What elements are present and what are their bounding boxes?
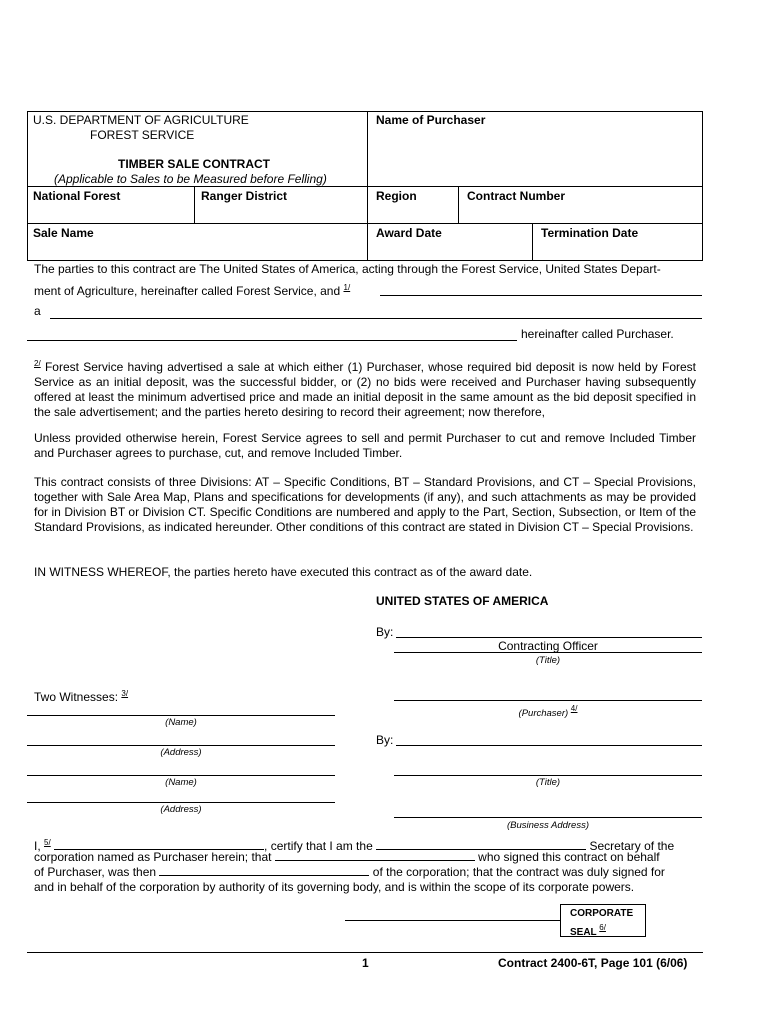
form-number: Contract 2400-6T, Page 101 (6/06) — [498, 956, 688, 970]
seal-line — [570, 921, 645, 940]
secretary-signature-line[interactable] — [345, 920, 560, 921]
service-name: FOREST SERVICE — [90, 128, 195, 142]
certify-line-3b: of the corporation; that the contract was duly signed for — [372, 865, 665, 879]
parties-line-2-text: ment of Agriculture, hereinafter called Forest Service, and — [34, 284, 341, 298]
certify-line-3 — [34, 865, 698, 880]
name-caption-1: (Name) — [165, 717, 197, 728]
footnote-4: 4/ — [570, 704, 578, 713]
footnote-2: 2/ — [34, 359, 41, 368]
title-caption-2: (Title) — [535, 777, 561, 788]
witness-address-line-2[interactable] — [27, 802, 335, 803]
parties-line-2 — [34, 280, 350, 299]
seal-label: SEAL — [570, 927, 597, 938]
award-date-label: Award Date — [376, 226, 442, 240]
page-number: 1 — [362, 956, 369, 970]
footnote-6: 6/ — [599, 923, 606, 932]
purchaser-blank-1 — [380, 295, 702, 296]
purchaser-caption — [394, 703, 702, 719]
certify-line-2a: corporation named as Purchaser herein; that — [34, 850, 272, 864]
certify-text: , certify that I am the — [264, 839, 373, 853]
title-caption-1: (Title) — [535, 655, 561, 666]
purchaser-by-signature-line[interactable] — [396, 745, 702, 746]
national-forest-label: National Forest — [33, 189, 121, 203]
signer-title-blank[interactable] — [159, 865, 369, 876]
divisions-paragraph: This contract consists of three Divisions: AT – Specific Conditions, BT – Standard Provisions, and CT – Special Provisions, together with Sale Area Map, Plans and specifications for developments (if any), and such attachments as may be provided for in Division BT or Division CT. Specific Conditions are numbered and apply to the Part, Section, Subsection, or Item of the Standard Provisions, as indicated hereunder. Other conditions of this contract are stated in Division CT – Special Provisions. — [34, 475, 696, 534]
address-caption-2: (Address) — [160, 804, 202, 815]
business-address-line[interactable] — [394, 817, 702, 818]
purchaser-caption-text: (Purchaser) — [518, 708, 569, 719]
address-caption-1: (Address) — [160, 747, 202, 758]
sale-name-label: Sale Name — [33, 226, 94, 240]
signer-name-blank[interactable] — [275, 850, 475, 861]
business-address-caption: (Business Address) — [506, 820, 589, 831]
witness-address-line-1[interactable] — [27, 745, 335, 746]
certifier-name-blank[interactable] — [54, 839, 264, 850]
corporate-seal-box — [560, 904, 646, 937]
secretary-text: Secretary of the — [589, 839, 675, 853]
contracting-officer-signature-line[interactable] — [396, 637, 702, 638]
footnote-3: 3/ — [121, 689, 129, 698]
corporation-name-blank[interactable] — [376, 839, 586, 850]
region-label: Region — [376, 189, 417, 203]
contract-title: TIMBER SALE CONTRACT — [118, 157, 270, 171]
contract-subtitle: (Applicable to Sales to be Measured before Felling) — [54, 172, 327, 186]
purchaser-signature-line[interactable] — [394, 700, 702, 701]
footnote-1: 1/ — [343, 283, 351, 292]
purchaser-blank-2 — [50, 318, 702, 319]
witness-name-line-2[interactable] — [27, 775, 335, 776]
two-witnesses-text: Two Witnesses: — [34, 690, 119, 704]
certify-line-2 — [34, 850, 698, 865]
certify-line-3a: of Purchaser, was then — [34, 865, 157, 879]
by-label-1: By: — [376, 625, 394, 639]
termination-date-label: Termination Date — [541, 226, 639, 240]
parties-line-1: The parties to this contract are The United States of America, acting through the Forest Service, United States Depart- — [34, 262, 661, 276]
witness-name-line-1[interactable] — [27, 715, 335, 716]
advertised-sale-paragraph — [34, 356, 696, 420]
advertised-sale-text: Forest Service having advertised a sale at which either (1) Purchaser, whose required bid deposit is now held by Forest Service as an initial deposit, was the successful bidder, or (2) no bids were received and Purchaser having subsequently offered at least the minimum advertised price and made an initial deposit in the same amount as the bid deposit specified in the sale advertisement; and the parties hereto desiring to record their agreement; now therefore, — [34, 360, 696, 419]
purchaser-blank-3 — [27, 340, 517, 341]
witness-whereof-paragraph: IN WITNESS WHEREOF, the parties hereto have executed this contract as of the award date. — [34, 565, 533, 579]
footer-rule — [27, 952, 703, 953]
parties-a: a — [34, 304, 41, 318]
two-witnesses-label — [34, 686, 128, 705]
by-label-2: By: — [376, 733, 394, 747]
name-caption-2: (Name) — [165, 777, 197, 788]
usa-heading: UNITED STATES OF AMERICA — [376, 594, 549, 608]
dept-name: U.S. DEPARTMENT OF AGRICULTURE — [33, 113, 249, 127]
certify-i: I, — [34, 839, 41, 853]
certify-line-2b: who signed this contract on behalf — [478, 850, 660, 864]
hereinafter-text: hereinafter called Purchaser. — [521, 327, 674, 341]
footnote-5: 5/ — [44, 838, 51, 847]
agreement-paragraph: Unless provided otherwise herein, Forest Service agrees to sell and permit Purchaser to cut and remove Included Timber and Purchaser agrees to purchase, cut, and remove Included Timber. — [34, 431, 696, 460]
contract-number-label: Contract Number — [467, 189, 566, 203]
contracting-officer-text: Contracting Officer — [498, 639, 598, 653]
corporate-seal-label: CORPORATE — [570, 908, 634, 919]
purchaser-name-label: Name of Purchaser — [376, 113, 486, 127]
ranger-district-label: Ranger District — [201, 189, 288, 203]
certify-line-4: and in behalf of the corporation by authority of its governing body, and is within the scope of its corporate powers. — [34, 880, 635, 894]
purchaser-title-line[interactable] — [394, 775, 702, 776]
